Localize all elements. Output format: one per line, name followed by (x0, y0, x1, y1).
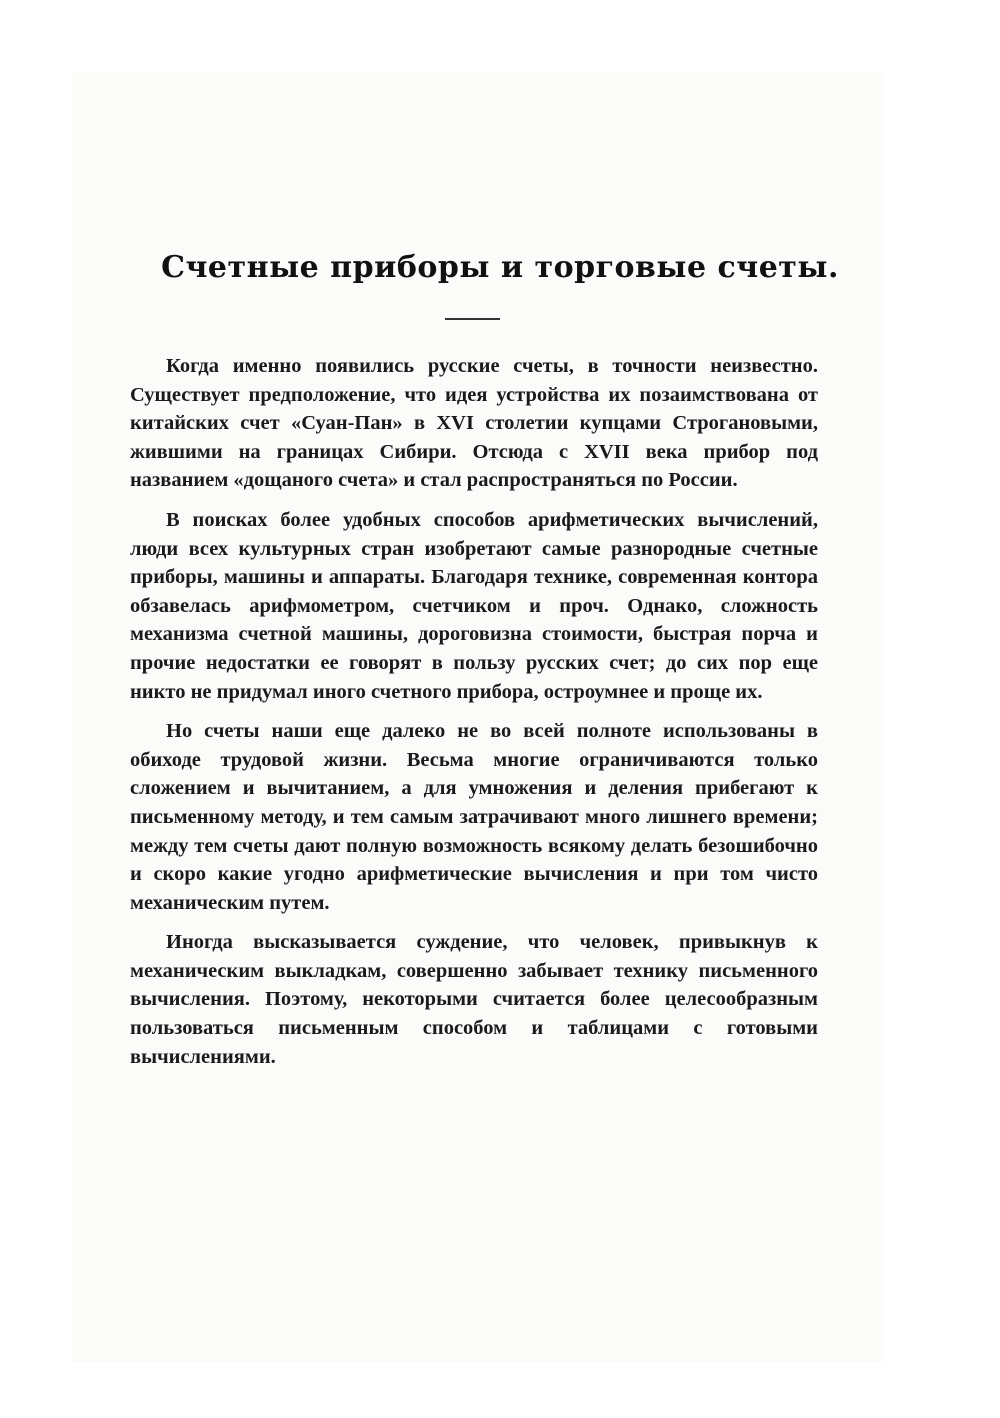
page-title: Счетные приборы и торговые счеты. (161, 250, 839, 285)
body-text (130, 352, 818, 1082)
paragraph-4: Иногда высказывается суждение, что человек, привыкнув к механическим выкладкам, совершенно забывает технику письменного вычисления. Поэтому, некоторыми считается более целесообразным пользоваться письменным способом и таблицами с готовыми вычислениями. (130, 931, 818, 1068)
paragraph-3: Но счеты наши еще далеко не во всей полноте использованы в обиходе трудовой жизни. Весьма многие ограничиваются только сложением и вычитанием, а для умножения и деления прибегают к письменному методу, и тем самым затрачивают много лишнего времени; между тем счеты дают полную возможность всякому делать безошибочно и скоро какие угодно арифметические вычисления и при том чисто механическим путем. (130, 720, 818, 914)
title-divider (445, 318, 500, 320)
paragraph-2: В поисках более удобных способов арифметических вычислений, люди всех культурных стран изобретают самые разнородные счетные приборы, машины и аппараты. Благодаря технике, современная контора обзавелась арифмометром, счетчиком и проч. Однако, сложность механизма счетной машины, дороговизна стоимости, быстрая порча и прочие недостатки ее говорят в пользу русских счет; до сих пор еще никто не придумал иного счетного прибора, остроумнее и проще их. (130, 508, 818, 703)
paragraph-1: Когда именно появились русские счеты, в точности неизвестно. Существует предположение, что идея устройства их позаимствована от китайских счет «Суан-Пан» в XVI столетии купцами Строгановыми, жившими на границах Сибири. Отсюда с XVII века прибор под названием «дощаного счета» и стал распространяться по России. (130, 355, 818, 492)
